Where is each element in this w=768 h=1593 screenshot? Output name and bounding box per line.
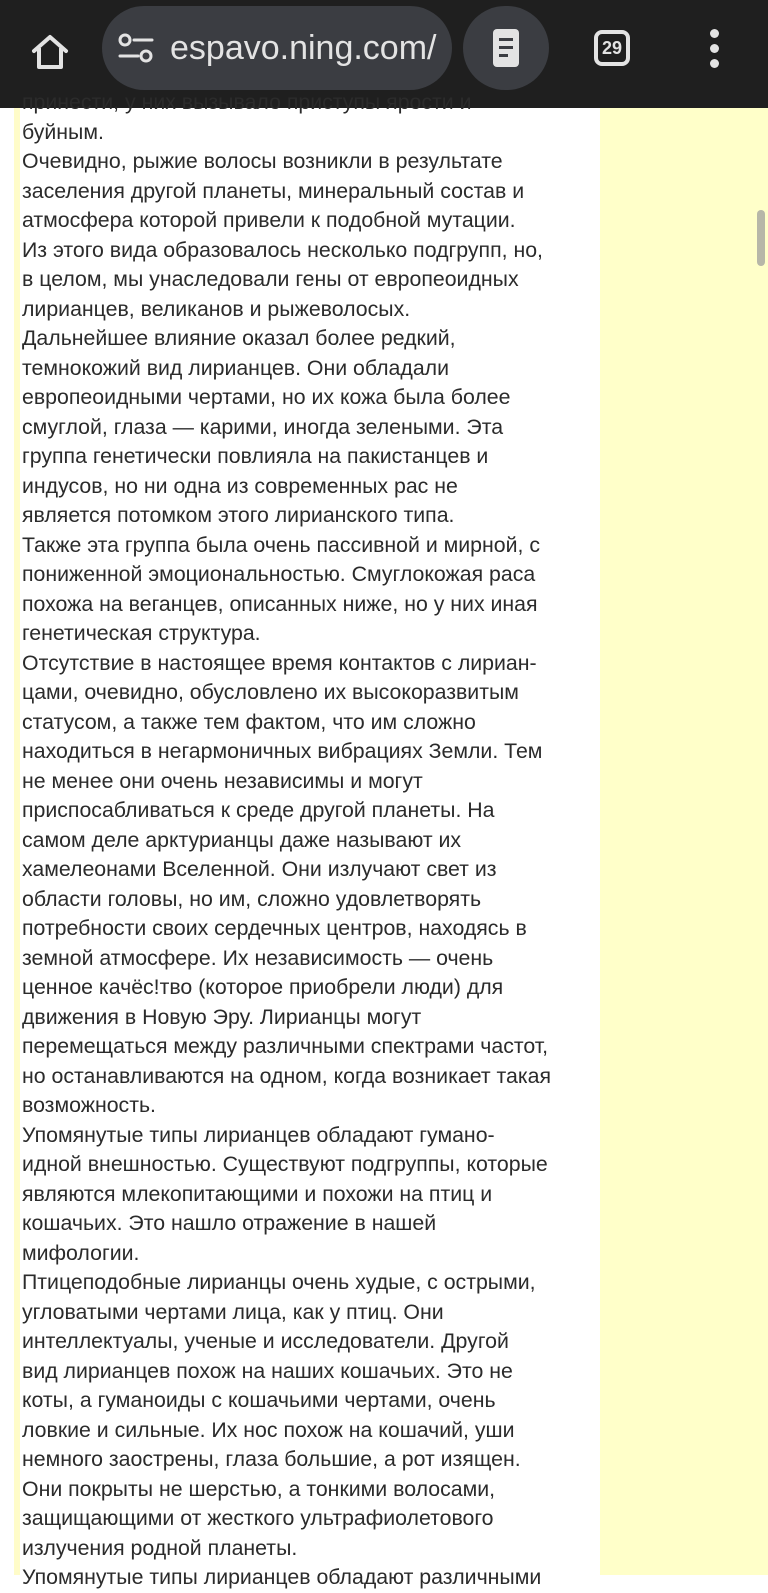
article-line: Отсутствие в настоящее время контактов с лириан- [22, 650, 537, 675]
article-line: атмосфера которой привели к подобной мутации. [22, 208, 516, 232]
article-line: области головы, но им, сложно удовлетворять [22, 886, 482, 911]
article-line: смуглой, глаза — карими, иногда зелеными. Эта [22, 414, 504, 439]
article-line: Упомянутые типы лирианцев обладают гумано- [22, 1122, 495, 1147]
more-menu-button[interactable] [690, 20, 738, 76]
right-sidebar [600, 108, 768, 1575]
article-line: возможность. [22, 1093, 156, 1117]
article-line: приспосабливаться к среде другой планеты. На [22, 798, 495, 822]
article-line: пониженной эмоциональностью. Смуглокожая раса [22, 562, 536, 586]
article-line: Упомянутые типы лирианцев обладают различными [22, 1565, 542, 1589]
article-line: Дальнейшее влияние оказал более редкий, [22, 326, 456, 350]
article-line: группа генетически повлияла на пакистанцев и [22, 444, 489, 468]
article-line: в целом, мы унаследовали гены от европеоидных [22, 267, 519, 291]
article-line: не менее они очень независимы и могут [22, 768, 423, 793]
article-line: потребности своих сердечных центров, находясь в [22, 916, 527, 940]
home-icon [28, 30, 72, 74]
article-line: лирианцев, великанов и рыжеволосых. [22, 296, 411, 321]
article-line: кошачьих. Это нашло отражение в нашей [22, 1211, 437, 1235]
article-line: вид лирианцев похож на наших кошачьих. Это не [22, 1358, 513, 1383]
more-vert-icon [710, 29, 719, 38]
article-line: ловкие и сильные. Их нос похож на кошачий, уши [22, 1417, 515, 1442]
article-line: индусов, но ни одна из современных рас не [22, 473, 458, 498]
article-body [22, 88, 604, 1593]
article-line: генетическая структура. [22, 621, 261, 645]
article-line: статусом, а также тем фактом, что им сложно [22, 709, 476, 734]
article-line: Птицеподобные лирианцы очень худые, с острыми, [22, 1270, 536, 1294]
article-line: заселения другой планеты, минеральный состав и [22, 178, 525, 203]
url-text[interactable]: espavo.ning.com/ [170, 29, 437, 67]
address-bar[interactable] [102, 6, 452, 90]
article-line: является потомком этого лирианского типа. [22, 503, 455, 527]
article-line: Они покрыты не шерстью, а тонкими волосами, [22, 1476, 496, 1501]
article-line: принести, у них вызывало приступы ярости и [22, 90, 472, 114]
article-line: но останавливаются на одном, когда возникает такая [22, 1063, 552, 1088]
tab-switcher-button[interactable] [586, 26, 638, 78]
article-line: угловатыми чертами лица, как у птиц. Они [22, 1299, 444, 1324]
article-line: интеллектуалы, ученые и исследователи. Другой [22, 1329, 509, 1353]
article-line: мифологии. [22, 1240, 140, 1265]
article-line: Очевидно, рыжие волосы возникли в результате [22, 149, 503, 173]
reader-mode-icon [491, 27, 521, 69]
article-line: находиться в негармоничных вибрациях Земли. Тем [22, 739, 543, 763]
article-line: европеоидными чертами, но их кожа была более [22, 385, 511, 409]
scrollbar-thumb[interactable] [757, 210, 765, 266]
article-line: немного заострены, глаза большие, а рот изящен. [22, 1447, 521, 1471]
article-line: хамелеонами Вселенной. Они излучают свет из [22, 857, 497, 881]
reader-mode-button[interactable] [463, 6, 549, 90]
article-line: Из этого вида образовалось несколько подгрупп, но, [22, 237, 543, 262]
article-line: самом деле арктурианцы даже называют их [22, 827, 462, 852]
article-line: являются млекопитающими и похожи на птиц и [22, 1181, 493, 1206]
article-line: идной внешностью. Существуют подгруппы, которые [22, 1152, 548, 1176]
article-line: Также эта группа была очень пассивной и мирной, с [22, 532, 541, 557]
tab-count: 29 [594, 30, 630, 66]
article-line: буйным. [22, 119, 104, 144]
article-line: похожа на веганцев, описанных ниже, но у них иная [22, 591, 538, 616]
article-line: земной атмосфере. Их независимость — очень [22, 945, 494, 970]
article-line: ценное качёс!тво (которое приобрели люди) для [22, 975, 504, 999]
home-button[interactable] [18, 20, 82, 84]
tune-icon[interactable] [116, 32, 156, 64]
article-line: защищающими от жесткого ультрафиолетового [22, 1506, 494, 1530]
article-line: коты, а гуманоиды с кошачьими чертами, очень [22, 1388, 496, 1412]
article-line: излучения родной планеты. [22, 1535, 298, 1560]
article-line: цами, очевидно, обусловлено их высокоразвитым [22, 680, 519, 704]
article-line: темнокожий вид лирианцев. Они обладали [22, 355, 449, 380]
article-line: движения в Новую Эру. Лирианцы могут [22, 1004, 422, 1029]
article-line: перемещаться между различными спектрами частот, [22, 1034, 549, 1058]
page-content[interactable] [0, 90, 768, 1589]
